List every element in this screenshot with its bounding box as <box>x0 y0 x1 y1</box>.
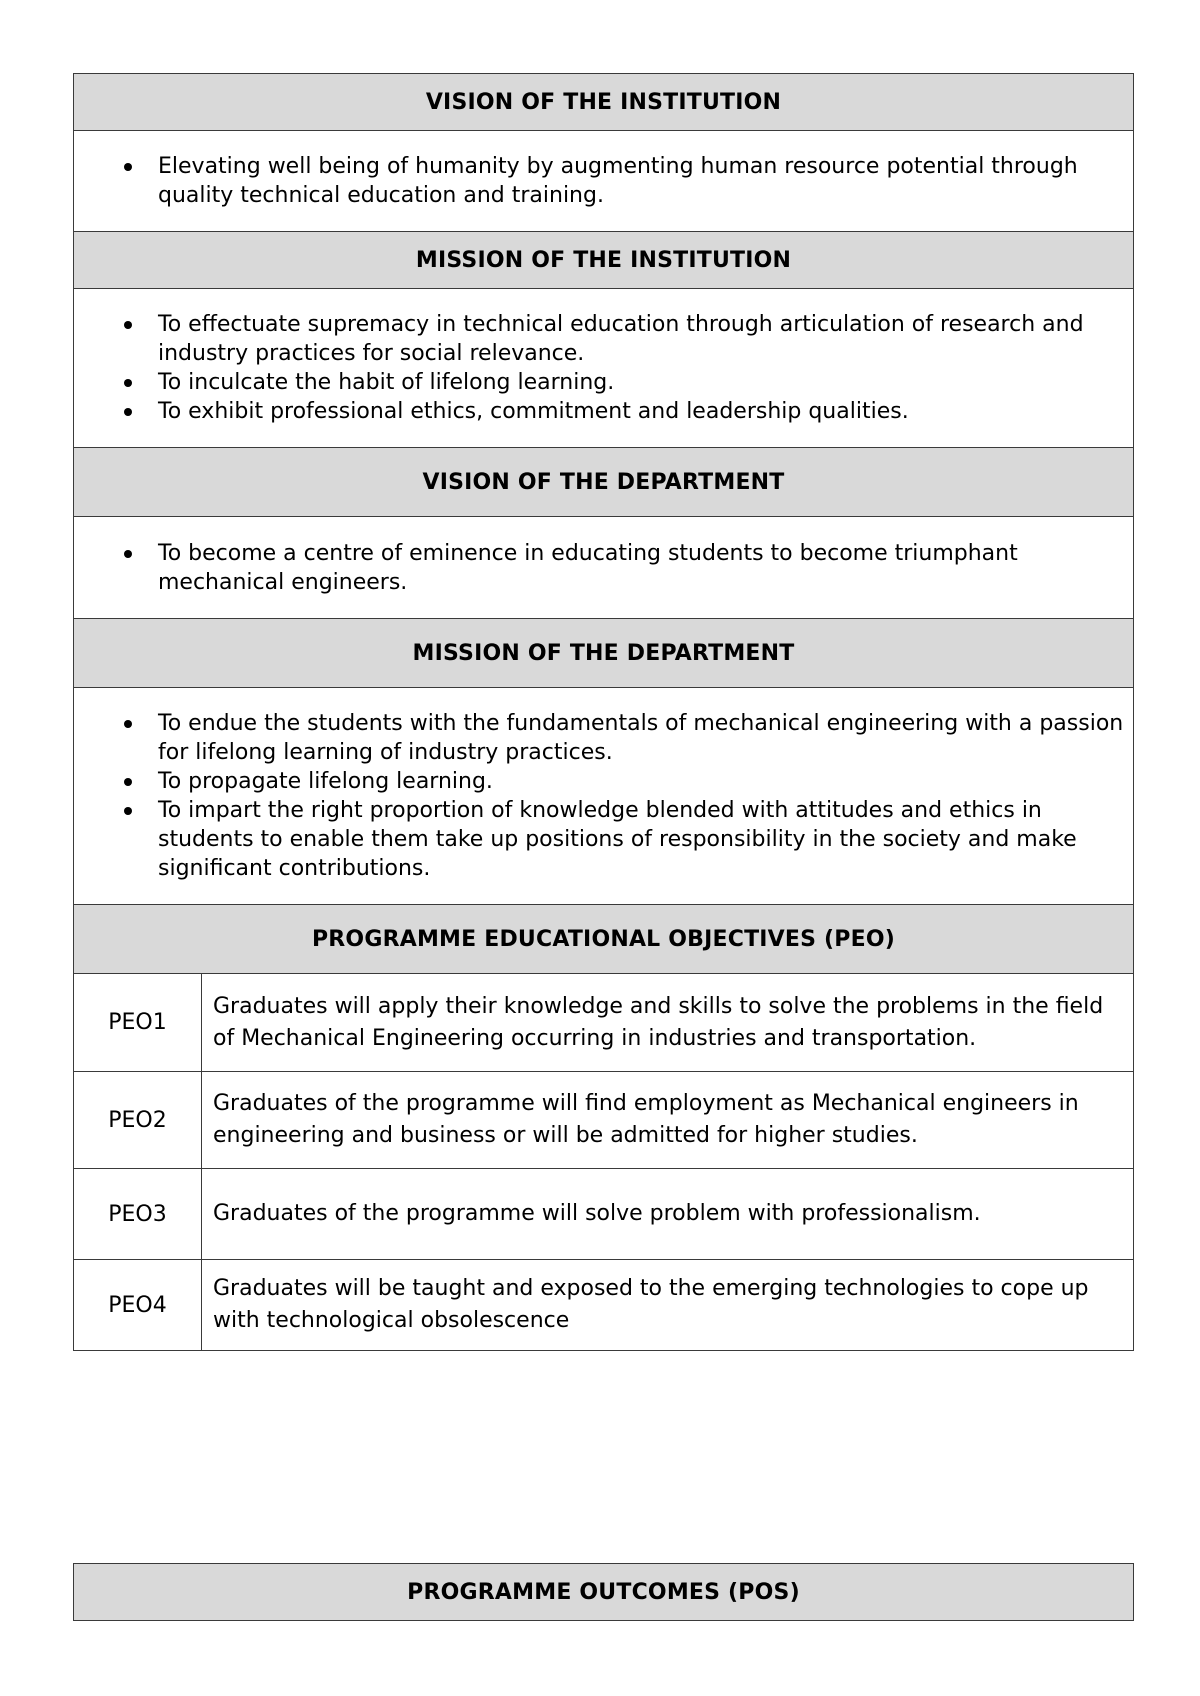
vision-department-body <box>74 517 1134 619</box>
programme-outcomes-table <box>73 1563 1134 1621</box>
mission-department-body <box>74 688 1134 905</box>
peo-id: PEO4 <box>74 1260 202 1351</box>
peo-row <box>74 1260 1134 1351</box>
list-item: To endue the students with the fundamentals of mechanical engineering with a passion for lifelong learning of industry practices. <box>158 709 1133 767</box>
list-item: To impart the right proportion of knowledge blended with attitudes and ethics in students to enable them take up positions of responsibility in the society and make significant contributions. <box>158 796 1133 883</box>
mission-institution-body <box>74 289 1134 448</box>
peo-text: Graduates of the programme will solve problem with professionalism. <box>202 1169 1134 1260</box>
list-item: To become a centre of eminence in educating students to become triumphant mechanical engineers. <box>158 539 1133 597</box>
peo-row <box>74 974 1134 1072</box>
peo-id: PEO2 <box>74 1072 202 1169</box>
mission-institution-list <box>74 310 1133 426</box>
list-item: To exhibit professional ethics, commitment and leadership qualities. <box>158 397 1133 426</box>
peo-id: PEO3 <box>74 1169 202 1260</box>
list-item: To inculcate the habit of lifelong learning. <box>158 368 1133 397</box>
vision-department-list <box>74 539 1133 597</box>
list-item: Elevating well being of humanity by augmenting human resource potential through quality technical education and training. <box>158 152 1133 210</box>
list-item: To propagate lifelong learning. <box>158 767 1133 796</box>
vision-institution-heading: VISION OF THE INSTITUTION <box>74 74 1134 131</box>
vision-institution-list <box>74 152 1133 210</box>
list-item: To effectuate supremacy in technical education through articulation of research and industry practices for social relevance. <box>158 310 1133 368</box>
vision-mission-table <box>73 73 1134 1351</box>
document-page <box>73 73 1134 1351</box>
mission-institution-heading: MISSION OF THE INSTITUTION <box>74 232 1134 289</box>
peo-text: Graduates of the programme will find employment as Mechanical engineers in engineering and business or will be admitted for higher studies. <box>202 1072 1134 1169</box>
peo-heading: PROGRAMME EDUCATIONAL OBJECTIVES (PEO) <box>74 905 1134 974</box>
peo-row <box>74 1169 1134 1260</box>
vision-department-heading: VISION OF THE DEPARTMENT <box>74 448 1134 517</box>
mission-department-heading: MISSION OF THE DEPARTMENT <box>74 619 1134 688</box>
peo-row <box>74 1072 1134 1169</box>
mission-department-list <box>74 709 1133 883</box>
peo-text: Graduates will apply their knowledge and skills to solve the problems in the field of Mechanical Engineering occurring in industries and transportation. <box>202 974 1134 1072</box>
programme-outcomes-heading: PROGRAMME OUTCOMES (POS) <box>74 1564 1134 1621</box>
vision-institution-body <box>74 131 1134 232</box>
peo-text: Graduates will be taught and exposed to the emerging technologies to cope up with technological obsolescence <box>202 1260 1134 1351</box>
peo-id: PEO1 <box>74 974 202 1072</box>
